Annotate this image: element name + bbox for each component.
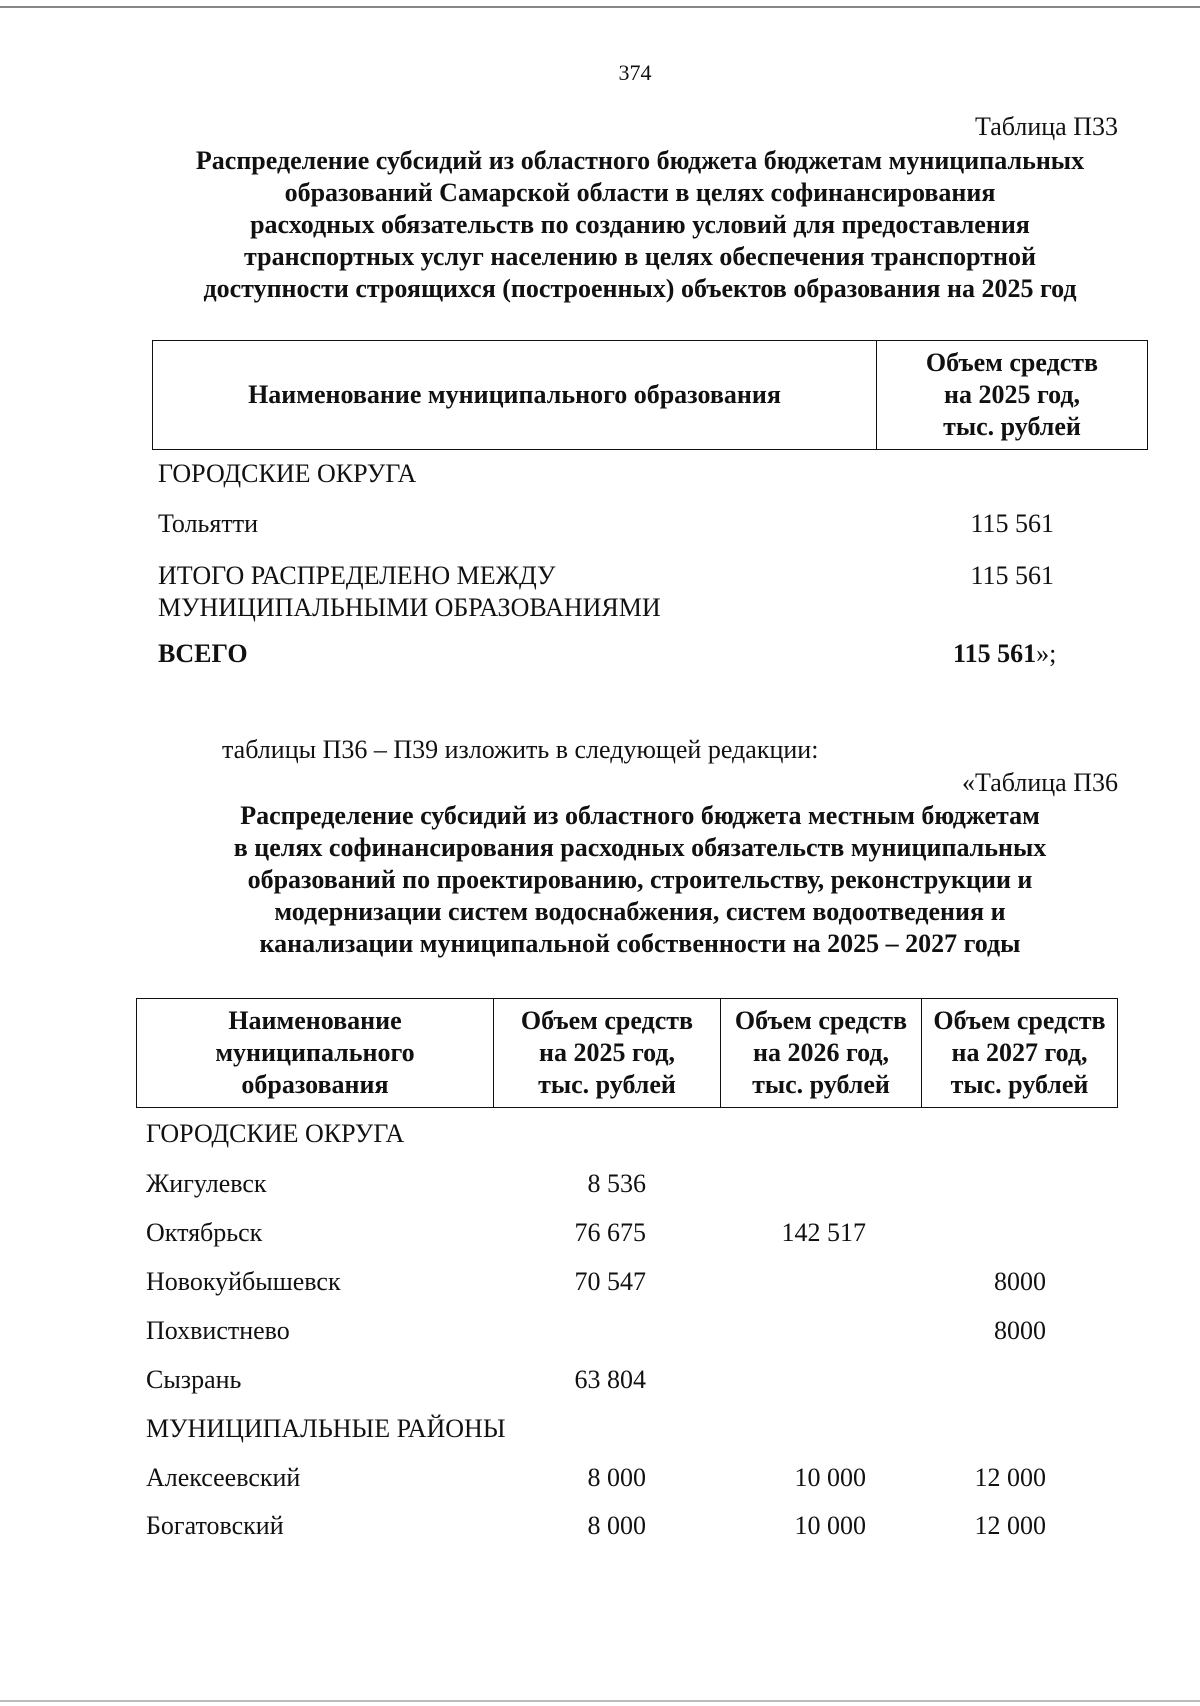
value-2027: 12 000 bbox=[974, 1463, 1046, 1492]
table-p33-header bbox=[152, 340, 1148, 450]
value-2026: 10 000 bbox=[794, 1511, 866, 1540]
subtotal-line: ИТОГО РАСПРЕДЕЛЕНО МЕЖДУ bbox=[158, 561, 556, 590]
header-line: тыс. рублей bbox=[752, 1070, 890, 1099]
amendment-instruction: таблицы П36 – П39 изложить в следующей редакции: bbox=[222, 735, 819, 764]
subtotal-value: 115 561 bbox=[970, 561, 1054, 590]
table-p36-header bbox=[136, 998, 1118, 1108]
total-value: 115 561 bbox=[953, 639, 1037, 668]
value-2025: 63 804 bbox=[574, 1365, 646, 1394]
row-name: Богатовский bbox=[146, 1511, 284, 1540]
header-2027 bbox=[922, 999, 1118, 1108]
row-name: Тольятти bbox=[158, 509, 259, 538]
header-line: на 2025 год, bbox=[538, 1038, 676, 1067]
header-line: на 2026 год, bbox=[752, 1038, 890, 1067]
header-2026 bbox=[721, 999, 922, 1108]
header-line: Объем средств bbox=[520, 1006, 694, 1035]
row-name: Сызрань bbox=[146, 1365, 242, 1394]
header-name bbox=[137, 999, 494, 1108]
header-line: на 2027 год, bbox=[951, 1038, 1088, 1067]
title-line: в целях софинансирования расходных обязательств муниципальных bbox=[233, 833, 1047, 862]
table-p33-title bbox=[120, 145, 1160, 305]
header-name: Наименование муниципального образования bbox=[153, 341, 877, 450]
total-suffix: »; bbox=[1036, 639, 1057, 668]
header-line: Объем средств bbox=[925, 348, 1099, 377]
section-heading: ГОРОДСКИЕ ОКРУГА bbox=[146, 1119, 405, 1148]
row-name: Жигулевск bbox=[146, 1169, 267, 1198]
value-2027: 8000 bbox=[994, 1316, 1046, 1345]
value-2025: 8 000 bbox=[587, 1463, 646, 1492]
value-2025: 8 000 bbox=[587, 1511, 646, 1540]
scan-edge-line bbox=[0, 1700, 1200, 1702]
header-line: на 2025 год, bbox=[943, 380, 1081, 409]
subtotal-label bbox=[158, 560, 661, 624]
row-name: Алексеевский bbox=[146, 1463, 301, 1492]
value-2027: 8000 bbox=[994, 1267, 1046, 1296]
value-2026: 10 000 bbox=[794, 1463, 866, 1492]
table-p33-label: Таблица П33 bbox=[975, 112, 1118, 141]
row-name: Новокуйбышевск bbox=[146, 1267, 341, 1296]
value-2026: 142 517 bbox=[781, 1218, 866, 1247]
header-amount bbox=[877, 341, 1148, 450]
value-2025: 76 675 bbox=[574, 1218, 646, 1247]
table-p36-label: «Таблица П36 bbox=[962, 768, 1118, 797]
row-name: Октябрьск bbox=[146, 1218, 263, 1247]
page-number: 374 bbox=[618, 60, 652, 85]
row-name: Похвистнево bbox=[146, 1316, 290, 1345]
total-label: ВСЕГО bbox=[158, 639, 248, 668]
section-heading: ГОРОДСКИЕ ОКРУГА bbox=[158, 459, 417, 488]
header-line: муниципального bbox=[215, 1038, 415, 1067]
header-line: тыс. рублей bbox=[538, 1070, 676, 1099]
header-line: Объем средств bbox=[734, 1006, 908, 1035]
header-line: образования bbox=[241, 1070, 389, 1099]
value-2027: 12 000 bbox=[974, 1511, 1046, 1540]
scan-edge-line bbox=[0, 6, 1200, 8]
header-line: тыс. рублей bbox=[943, 412, 1081, 441]
subtotal-line: МУНИЦИПАЛЬНЫМИ ОБРАЗОВАНИЯМИ bbox=[158, 593, 661, 622]
title-line: образований по проектированию, строительству, реконструкции и bbox=[247, 865, 1033, 894]
title-line: Распределение субсидий из областного бюджета местным бюджетам bbox=[240, 801, 1040, 830]
title-line: доступности строящихся (построенных) объектов образования на 2025 год bbox=[203, 274, 1077, 303]
value-2025: 70 547 bbox=[574, 1267, 646, 1296]
title-line: расходных обязательств по созданию условий для предоставления bbox=[250, 210, 1030, 239]
header-line: Объем средств bbox=[933, 1006, 1106, 1035]
value-2025: 8 536 bbox=[587, 1169, 646, 1198]
header-2025 bbox=[494, 999, 721, 1108]
title-line: транспортных услуг населению в целях обеспечения транспортной bbox=[244, 242, 1036, 271]
title-line: канализации муниципальной собственности на 2025 – 2027 годы bbox=[259, 929, 1021, 958]
title-line: образований Самарской области в целях софинансирования bbox=[284, 178, 996, 207]
total-value-wrapper bbox=[953, 638, 1056, 670]
section-heading: МУНИЦИПАЛЬНЫЕ РАЙОНЫ bbox=[146, 1414, 506, 1443]
title-line: Распределение субсидий из областного бюджета бюджетам муниципальных bbox=[195, 146, 1085, 175]
title-line: модернизации систем водоснабжения, систем водоотведения и bbox=[274, 897, 1006, 926]
header-line: тыс. рублей bbox=[950, 1070, 1089, 1099]
table-p36-title bbox=[160, 800, 1120, 960]
header-line: Наименование bbox=[228, 1006, 402, 1035]
row-value: 115 561 bbox=[970, 509, 1054, 538]
